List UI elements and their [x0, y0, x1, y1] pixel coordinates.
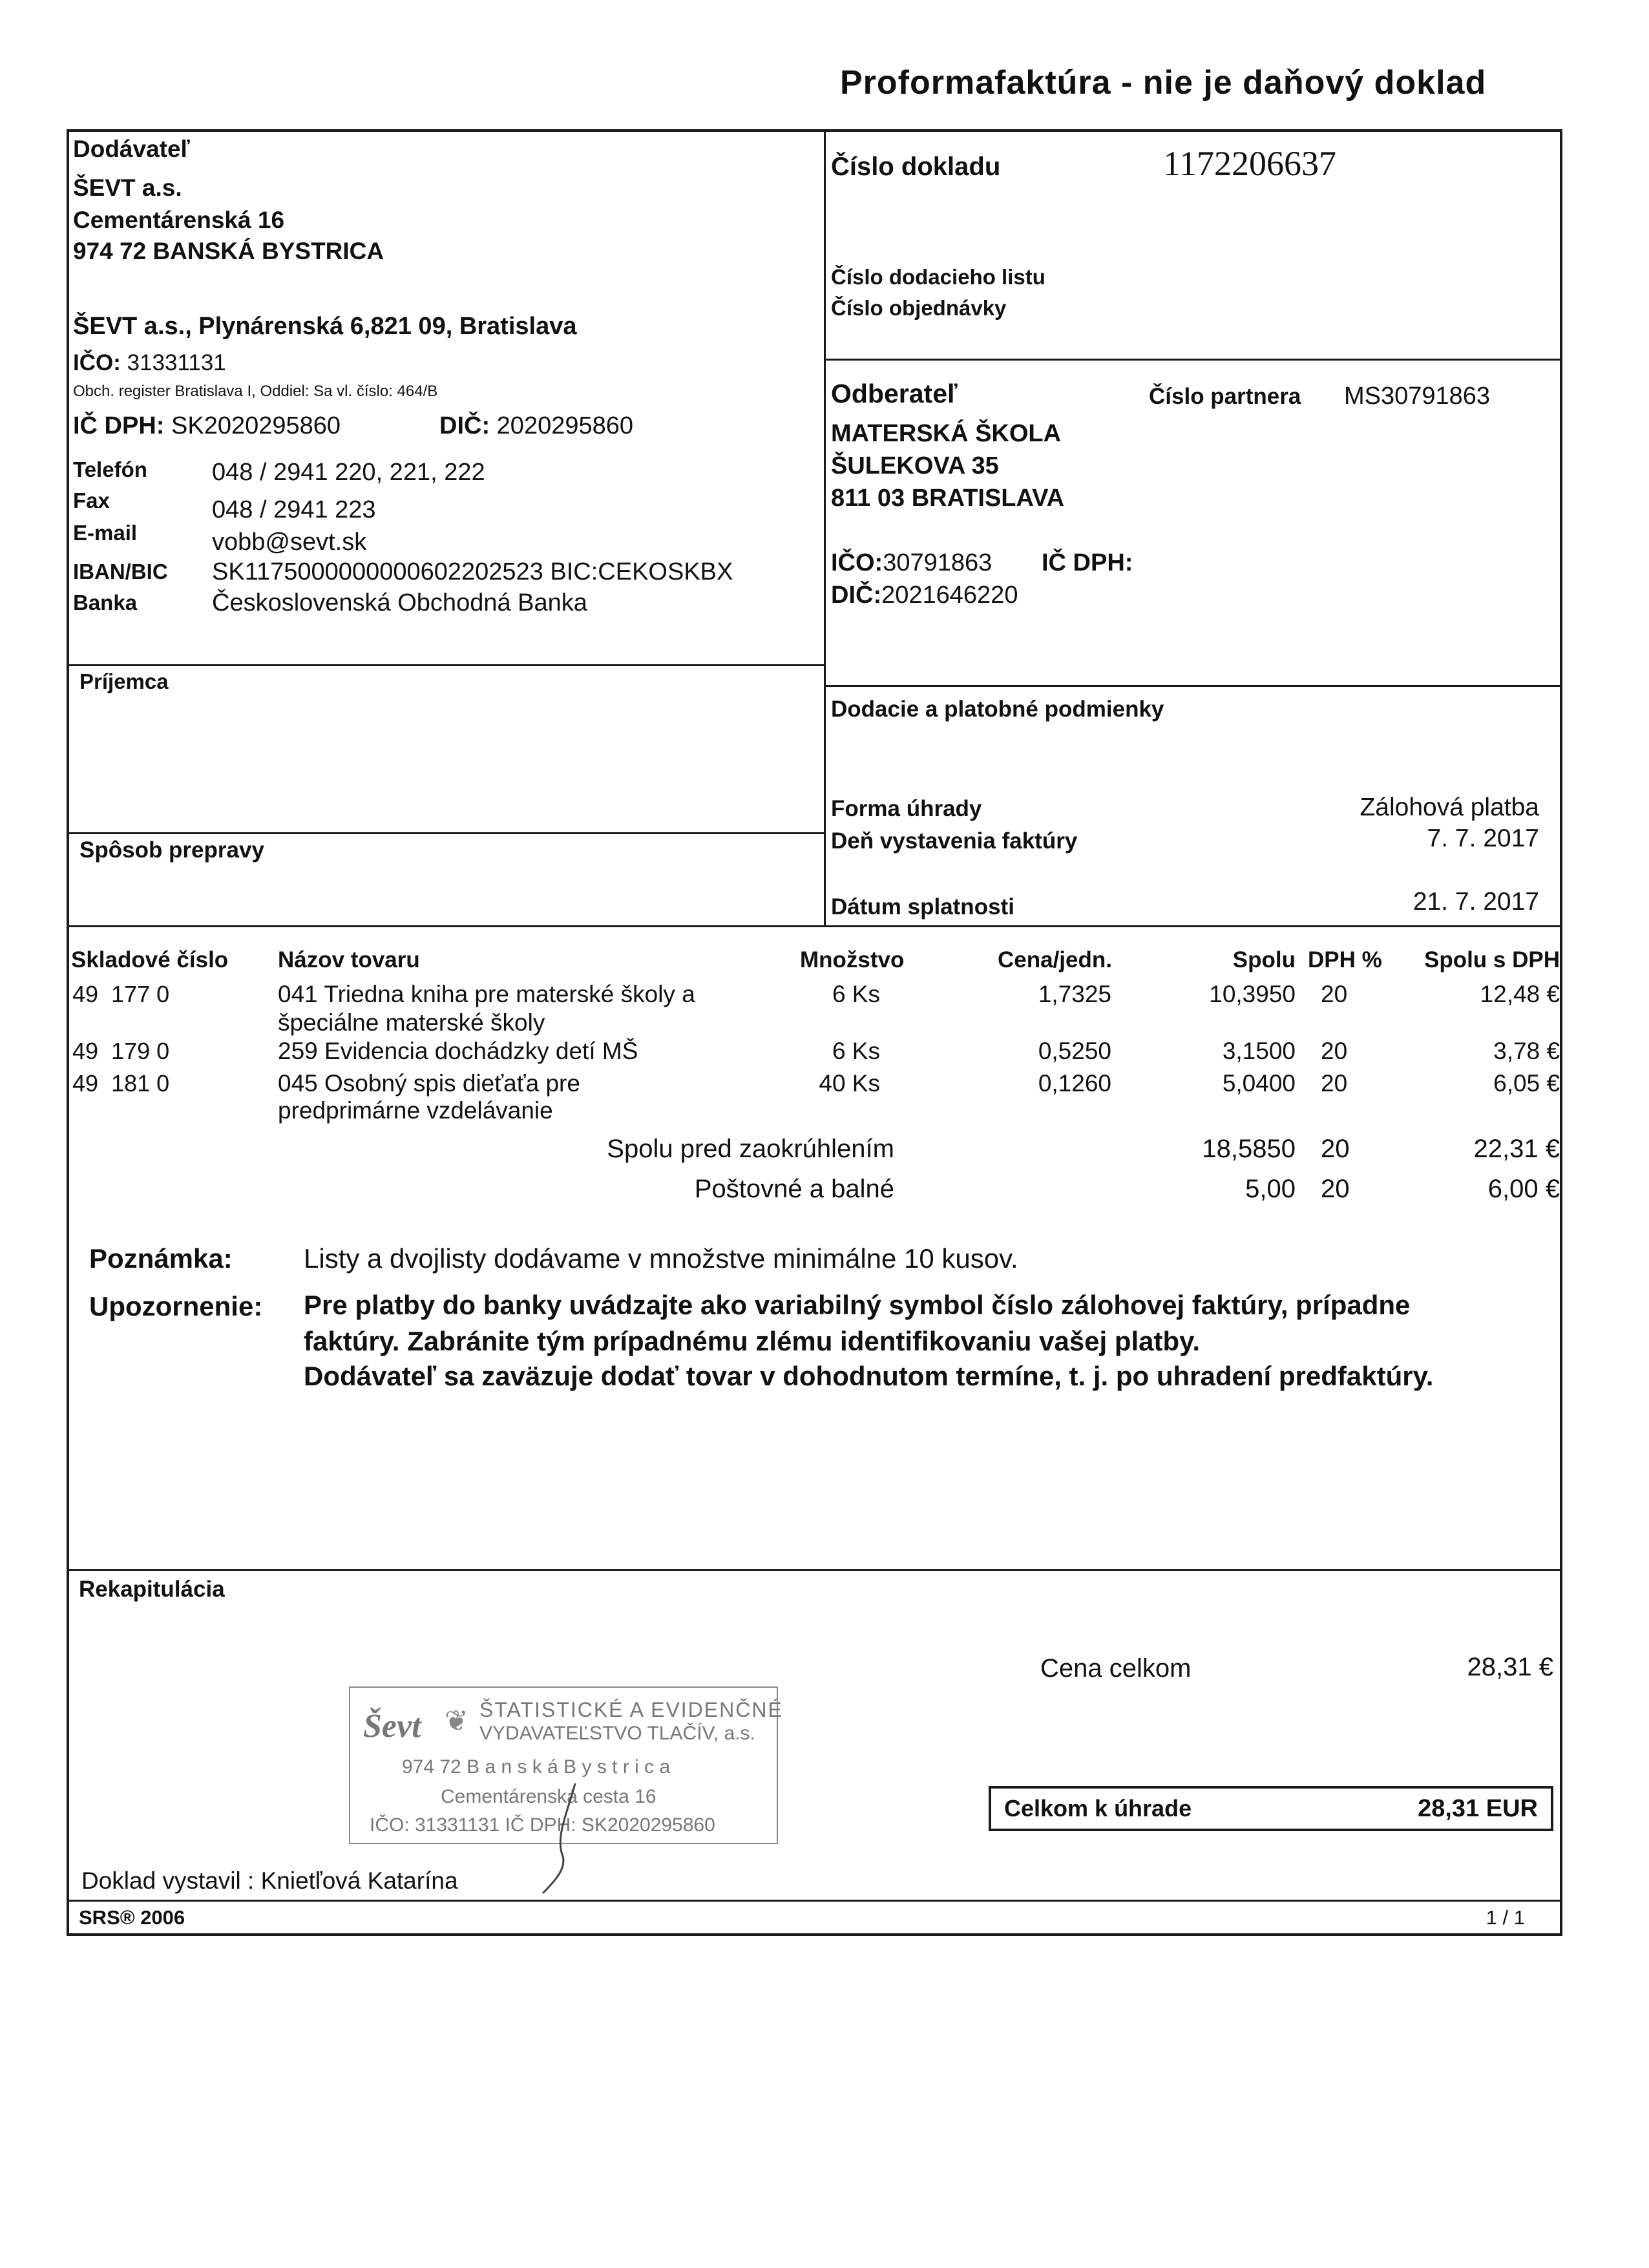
supplier-vat [73, 412, 341, 440]
row-gross: 6,05 € [1493, 1070, 1560, 1097]
stamp-line4: Cementárenská cesta 16 [441, 1786, 656, 1807]
fax-value: 048 / 2941 223 [212, 496, 376, 523]
supplier-branch: ŠEVT a.s., Plynárenská 6,821 09, Bratislava [73, 313, 577, 340]
frame-left [67, 129, 69, 1936]
customer-dic-value: 2021646220 [881, 582, 1018, 609]
stamp-line3: 974 72 B a n s k á B y s t r i c a [402, 1756, 671, 1778]
col-vat: DPH % [1308, 947, 1382, 972]
supplier-name: ŠEVT a.s. [73, 174, 182, 201]
row-name: 259 Evidencia dochádzky detí MŠ [278, 1038, 638, 1064]
col-qty: Množstvo [800, 947, 905, 972]
note-text: Listy a dvojlisty dodávame v množstve minimálne 10 kusov. [304, 1243, 1018, 1274]
note-label: Poznámka: [89, 1243, 233, 1274]
payment-form-value: Zálohová platba [1360, 793, 1539, 821]
customer-city: 811 03 BRATISLAVA [831, 485, 1065, 512]
supplier-ico [73, 350, 226, 376]
stamp-bird-icon: ❦ [445, 1705, 468, 1737]
issued-by: Doklad vystavil : Knietľová Katarína [81, 1867, 458, 1894]
supplier-dic-label: DIČ: [439, 412, 490, 439]
supplier-register: Obch. register Bratislava I, Oddiel: Sa vl. číslo: 464/B [73, 383, 438, 400]
supplier-bottom [67, 664, 824, 666]
subtotal-vat: 20 [1321, 1135, 1350, 1163]
row-gross: 12,48 € [1480, 981, 1560, 1007]
postage-vat: 20 [1321, 1175, 1350, 1203]
row-vat: 20 [1321, 981, 1348, 1007]
recap-heading: Rekapitulácia [79, 1577, 225, 1602]
bank-label: Banka [73, 591, 138, 614]
customer-icdph-label: IČ DPH: [1042, 549, 1133, 576]
recap-total-label: Cena celkom [1040, 1654, 1192, 1683]
row-qty: 6 Ks [832, 981, 880, 1007]
customer-ico-label: IČO: [831, 549, 883, 576]
stamp-line5: IČO: 31331131 IČ DPH: SK2020295860 [370, 1814, 715, 1836]
iban-value: SK1175000000000602202523 BIC:CEKOSKBX [212, 558, 733, 585]
col-gross: Spolu s DPH [1423, 947, 1560, 972]
bank-value: Československá Obchodná Banka [212, 589, 587, 616]
subtotal-label: Spolu pred zaokrúhlením [607, 1135, 894, 1163]
row-gross: 3,78 € [1493, 1038, 1560, 1064]
subtotal-gross: 22,31 € [1473, 1135, 1560, 1163]
recap-top [67, 1569, 1562, 1571]
stamp-line1: ŠTATISTICKÉ A EVIDENČNÉ [479, 1698, 783, 1721]
supplier-icdph-label: IČ DPH: [73, 412, 165, 439]
supplier-icdph-value: SK2020295860 [171, 412, 341, 439]
row-total: 10,3950 [1209, 981, 1296, 1007]
subtotal-net: 18,5850 [1202, 1135, 1296, 1163]
recap-total-value: 28,31 € [1467, 1653, 1553, 1681]
customer-name: MATERSKÁ ŠKOLA [831, 420, 1062, 447]
row-total: 5,0400 [1222, 1070, 1296, 1097]
delivery-note-label: Číslo dodacieho listu [831, 265, 1045, 289]
customer-bottom [824, 685, 1562, 687]
supplier-city: 974 72 BANSKÁ BYSTRICA [73, 238, 384, 264]
row-sku: 49 177 0 [72, 981, 170, 1007]
recipient-label: Príjemca [79, 669, 169, 693]
row-qty: 6 Ks [832, 1038, 880, 1064]
amount-due-label: Celkom k úhrade [1004, 1795, 1192, 1822]
supplier-street: Cementárenská 16 [73, 207, 285, 233]
iban-label: IBAN/BIC [73, 560, 168, 583]
col-name: Názov tovaru [278, 947, 420, 972]
amount-due-box [989, 1786, 1553, 1831]
warning-line2: faktúry. Zabránite tým prípadnému zlému identifikovaniu vašej platby. [304, 1326, 1201, 1356]
partner-value: MS30791863 [1344, 383, 1491, 410]
postage-label: Poštovné a balné [694, 1175, 894, 1203]
payment-form-label: Forma úhrady [831, 796, 982, 821]
frame-top [67, 129, 1562, 132]
footer-top [67, 1900, 1562, 1902]
email-label: E-mail [73, 521, 138, 545]
signature-stroke [543, 1783, 575, 1893]
terms-heading: Dodacie a platobné podmienky [831, 697, 1164, 722]
phone-label: Telefón [73, 457, 147, 481]
customer-street: ŠULEKOVA 35 [831, 452, 999, 479]
row-unit: 0,5250 [1038, 1038, 1111, 1064]
col-total: Spolu [1232, 947, 1296, 972]
issue-date-label: Deň vystavenia faktúry [831, 828, 1078, 854]
row-name-cont: špeciálne materské školy [278, 1009, 545, 1036]
customer-ico-value: 30791863 [883, 549, 993, 576]
signature-mark [530, 1770, 594, 1900]
warning-line1: Pre platby do banky uvádzajte ako variabilný symbol číslo zálohovej faktúry, prípadne [304, 1290, 1411, 1320]
row-unit: 1,7325 [1038, 981, 1111, 1007]
doc-number-label: Číslo dokladu [831, 152, 1001, 181]
transport-label: Spôsob prepravy [79, 837, 264, 863]
row-name: 045 Osobný spis dieťaťa pre [278, 1070, 580, 1097]
email-value: vobb@sevt.sk [212, 529, 367, 556]
col-unit: Cena/jedn. [998, 947, 1112, 972]
doc-number-value: 1172206637 [1163, 144, 1336, 183]
phone-value: 048 / 2941 220, 221, 222 [212, 459, 485, 486]
amount-due-value: 28,31 EUR [1418, 1795, 1538, 1822]
supplier-ico-label: IČO: [73, 350, 121, 375]
postage-net: 5,00 [1245, 1175, 1296, 1203]
row-vat: 20 [1321, 1070, 1348, 1097]
row-vat: 20 [1321, 1038, 1348, 1064]
frame-right [1560, 129, 1562, 1936]
document-title: Proformafaktúra - nie je daňový doklad [840, 64, 1487, 101]
row-sku: 49 179 0 [72, 1038, 170, 1064]
footer-left: SRS® 2006 [79, 1906, 185, 1929]
postage-gross: 6,00 € [1487, 1175, 1560, 1203]
stamp-logo: Ševt [363, 1708, 421, 1745]
customer-heading: Odberateľ [831, 379, 958, 408]
supplier-dic-value: 2020295860 [496, 412, 634, 439]
customer-dic [831, 582, 1018, 609]
doc-box-bottom [824, 359, 1562, 361]
customer-ico [831, 549, 992, 577]
issue-date-value: 7. 7. 2017 [1427, 824, 1539, 852]
due-date-value: 21. 7. 2017 [1413, 888, 1539, 916]
footer-right: 1 / 1 [1486, 1906, 1525, 1929]
fax-label: Fax [73, 488, 110, 512]
stamp-line2: VYDAVATEĽSTVO TLAČÍV, a.s. [479, 1723, 755, 1744]
customer-dic-label: DIČ: [831, 582, 882, 609]
supplier-dic [439, 412, 633, 440]
recipient-bottom [67, 832, 824, 834]
row-name-cont: predprimárne vzdelávanie [278, 1097, 553, 1124]
col-sku: Skladové číslo [71, 947, 229, 972]
supplier-ico-value: 31331131 [127, 350, 226, 375]
row-qty: 40 Ks [819, 1070, 880, 1097]
supplier-heading: Dodávateľ [73, 136, 190, 162]
due-date-label: Dátum splatnosti [831, 894, 1014, 919]
header-bottom [67, 925, 1562, 927]
partner-label: Číslo partnera [1149, 384, 1301, 409]
warning-label: Upozornenie: [89, 1291, 263, 1321]
warning-line3: Dodávateľ sa zaväzuje dodať tovar v dohodnutom termíne, t. j. po uhradení predfaktúry. [304, 1361, 1434, 1391]
order-number-label: Číslo objednávky [831, 296, 1007, 320]
row-sku: 49 181 0 [72, 1070, 170, 1097]
row-total: 3,1500 [1222, 1038, 1296, 1064]
frame-bottom [67, 1933, 1562, 1936]
row-unit: 0,1260 [1038, 1070, 1111, 1097]
header-divider [824, 129, 826, 927]
row-name: 041 Triedna kniha pre materské školy a [278, 981, 695, 1007]
